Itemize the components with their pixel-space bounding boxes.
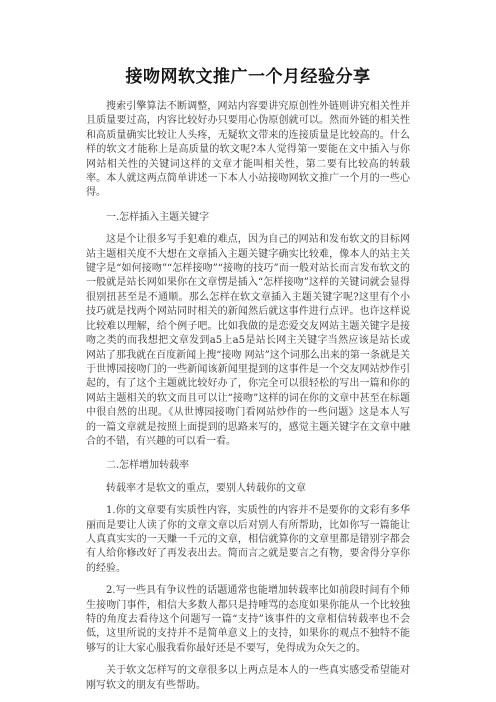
section-1-paragraph: 这是个让很多写手犯难的难点，因为自己的网站和发布软文的目标网站主题相关度不大想在文章插入主题关键字确实比较难，像本人的站主关键字是“如何接吻”“怎样接吻”“接吻的技巧”而一般对站长而言发布软文的一般就是站长网如果你在文章愣是插入“怎样接吻”这样的关键词就会显得很别扭甚至是不通顺。那么怎样在软文章插入主题关键字呢?这里有个小技巧就是找两个网站同时相关的新闻然后就这事件进行点评。也许这样说比较难以理解，给个例子吧。比如我做的是恋爱交友网站主题关键字是接吻之类的而我想把文章发到a5上a5是站长网主关键字当然应该是站长或网站了那我就在百度新闻上搜“接吻 网站”这个词那么出来的第一条就是关于世博园接吻门的一些新闻该新闻里提到的这事件是一个交友网站炒作引起的，有了这个主题就比较好办了，你完全可以很轻松的写出一篇和你的网站主题相关的软文而且可以让“接吻”这样的词在你的文章中甚至在标题中很自然的出现。《从世博园接吻门看网站炒作的一些问题》这是本人写的一篇文章就是按照上面提到的思路来写的，感觉主题关键字在文章中融合的不错，有兴趣的可以看一看。 (86, 234, 410, 447)
section-2-lead: 转载率才是软文的重点，要别人转载你的文章 (106, 482, 306, 494)
closing-paragraph: 关于软文怎样写的文章很多以上两点是本人的一些真实感受希望能对刚写软文的朋友有些帮助。 (86, 665, 410, 691)
intro-paragraph: 搜索引擎算法不断调整，网站内容要讲究原创性外链则讲究相关性并且质量要过高，内容比较好办只要用心伪原创就可以。然而外链的相关性和高质量确实比较让人头疼，无疑软文带来的连接质量是比较高的。什么样的软文才能称上是高质量的软文呢?本人觉得第一要能在文中插入与你网站相关性的关键词这样的文章才能叫相关性，第二要有比较高的转载率。本人就这两点简单讲述一下本人小站接吻网软文推广一个月的一些心得。 (86, 101, 410, 199)
document-title: 接吻网软文推广一个月经验分享 (125, 67, 371, 87)
section-2-heading: 二.怎样增加转载率 (106, 460, 190, 472)
section-2-item-2: 2.写一些具有争议性的话题通常也能增加转载率比如前段时间有个师生接吻门事件，相信大多数人都只是持唾骂的态度如果你能从一个比较独特的角度去看待这个问题写一篇“支持”该事件的文章相信转载率也不会低，这里所说的支持并不是简单意义上的支持，如果你的观点不独特不能够写的让大家心服我看你最好还是不要写，免得成为众矢之的。 (86, 585, 410, 654)
section-2-item-1: 1.你的文章要有实质性内容，实质性的内容并不是要你的文彩有多华丽而是要让人读了你的文章文章以后对别人有所帮助，比如你写一篇能让人真真实实的一天赚一千元的文章，相信就算你的文章里都是错别字都会有人给你修改好了再发表出去。简而言之就是要言之有物，要舍得分享你的经验。 (86, 505, 410, 574)
section-1-heading: 一.怎样插入主题关键字 (106, 211, 210, 223)
